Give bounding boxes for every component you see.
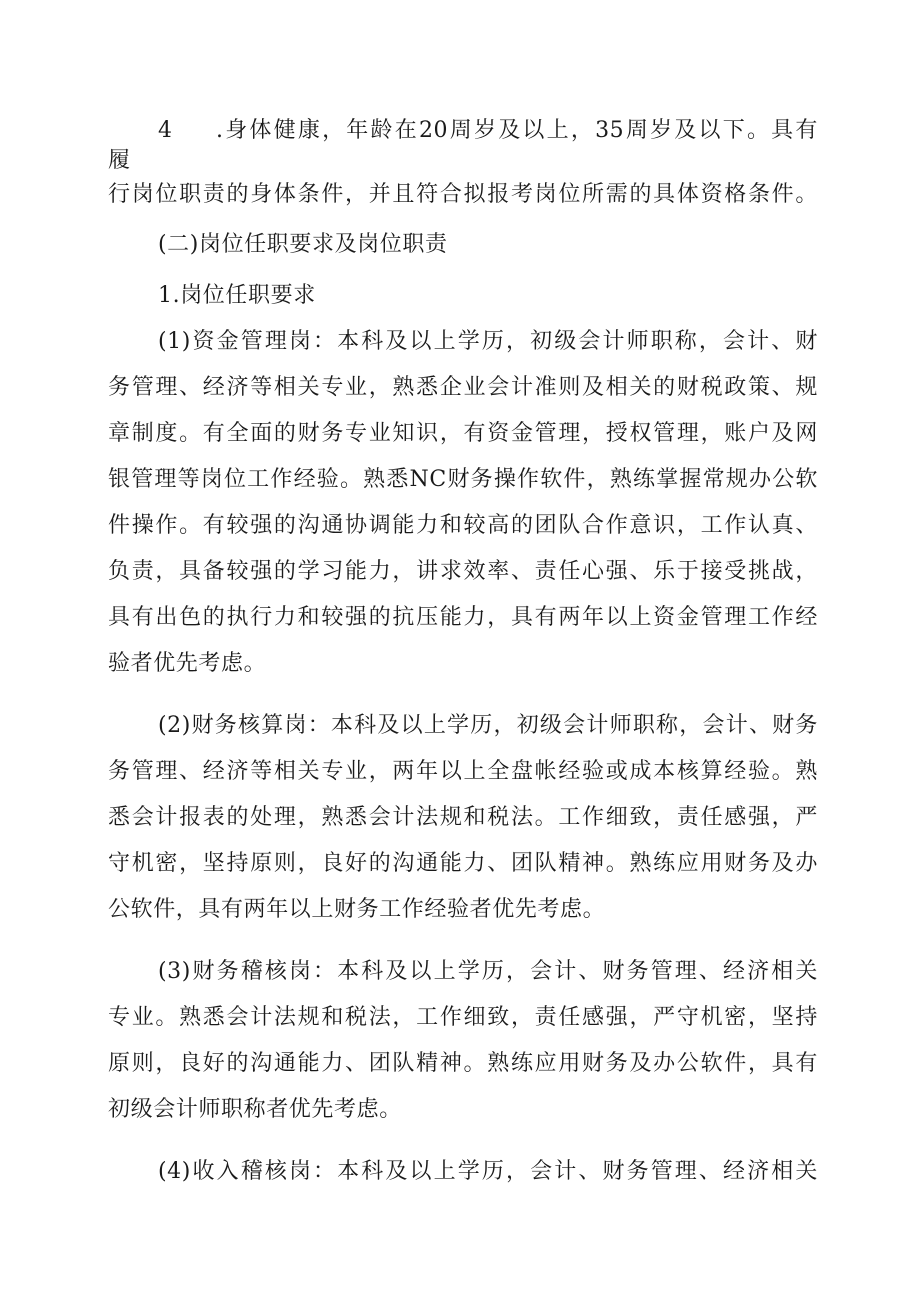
item4-line2: 履 [108,148,131,173]
p1-line7: 具有出色的执行力和较强的抗压能力，具有两年以上资金管理工作经 [108,605,818,630]
p2-line5: 公软件，具有两年以上财务工作经验者优先考虑。 [108,897,606,922]
p2-line4: 守机密，坚持原则，良好的沟通能力、团队精神。熟练应用财务及办 [108,851,818,876]
p3-line4: 初级会计师职称者优先考虑。 [108,1097,402,1122]
item4-number: 4 [158,118,172,143]
item4-line1: .身体健康，年龄在20周岁及以上，35周岁及以下。具有 [216,118,818,143]
p1-line8: 验者优先考虑。 [108,651,267,676]
section-title: (二)岗位任职要求及岗位职责 [158,232,448,257]
p1-line6: 负责，具备较强的学习能力，讲求效率、责任心强、乐于接受挑战， [108,559,818,584]
p4-line1: (4)收入稽核岗：本科及以上学历，会计、财务管理、经济相关 [158,1159,818,1184]
p2-line3: 悉会计报表的处理，熟悉会计法规和税法。工作细致，责任感强，严 [108,805,818,830]
p3-line3: 原则，良好的沟通能力、团队精神。熟练应用财务及办公软件，具有 [108,1051,818,1076]
p2-line1: (2)财务核算岗：本科及以上学历，初级会计师职称，会计、财务 [158,713,818,738]
subsection-title: 1.岗位任职要求 [158,283,316,308]
item4-line3: 行岗位职责的身体条件，并且符合拟报考岗位所需的具体资格条件。 [108,182,818,207]
p1-line4: 银管理等岗位工作经验。熟悉NC财务操作软件，熟练掌握常规办公软 [108,467,818,492]
p1-line3: 章制度。有全面的财务专业知识，有资金管理，授权管理，账户及网 [108,421,818,446]
p2-line2: 务管理、经济等相关专业，两年以上全盘帐经验或成本核算经验。熟 [108,759,818,784]
p1-line2: 务管理、经济等相关专业，熟悉企业会计准则及相关的财税政策、规 [108,375,818,400]
p3-line2: 专业。熟悉会计法规和税法，工作细致，责任感强，严守机密，坚持 [108,1005,818,1030]
p1-line5: 件操作。有较强的沟通协调能力和较高的团队合作意识，工作认真、 [108,513,818,538]
p3-line1: (3)财务稽核岗：本科及以上学历，会计、财务管理、经济相关 [158,959,818,984]
p1-line1: (1)资金管理岗：本科及以上学历，初级会计师职称，会计、财 [158,329,818,354]
